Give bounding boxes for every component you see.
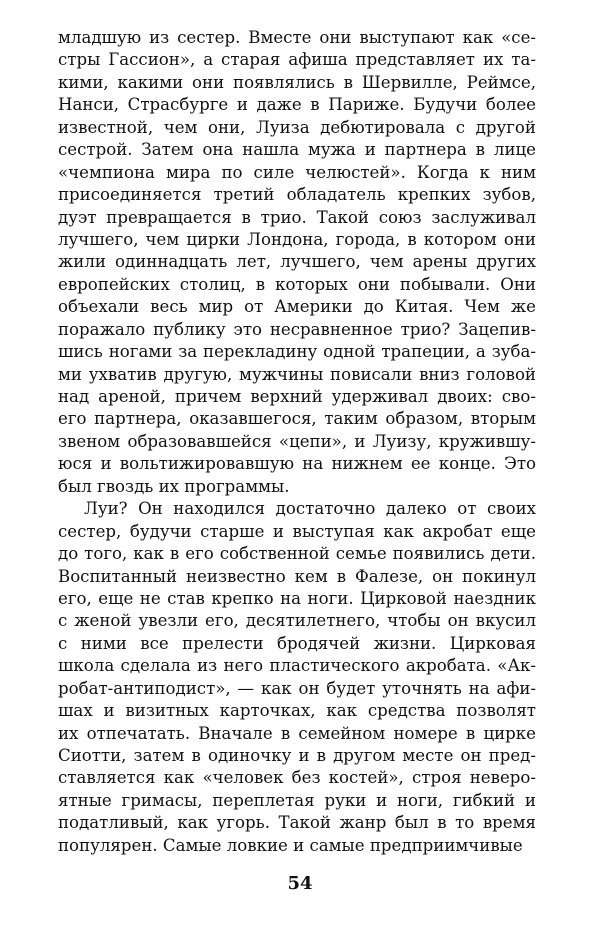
- text-line: звеном образовавшейся «цепи», и Луизу, кружившу-: [58, 431, 536, 451]
- text-line: жили одиннадцать лет, лучшего, чем арены других: [58, 252, 536, 272]
- text-line: сестер, будучи старше и выступая как акробат еще: [58, 521, 536, 541]
- text-line: европейских столиц, в которых они побывали. Они: [58, 274, 536, 294]
- text-line: стры Гассион», а старая афиша представляет их та-: [58, 50, 536, 70]
- text-line: лучшего, чем цирки Лондона, города, в котором они: [58, 229, 536, 249]
- text-line: популярен. Самые ловкие и самые предприимчивые: [58, 835, 523, 855]
- paragraph: [58, 27, 536, 498]
- text-line: робат-антиподист», — как он будет уточнять на афи-: [58, 678, 536, 698]
- text-line: Сиотти, затем в одиночку и в другом месте он пред-: [58, 746, 536, 765]
- text-line: Воспитанный неизвестно кем в Фалезе, он покинул: [58, 566, 536, 586]
- text-line: ставляется как «человек без костей», строя неверо-: [58, 768, 536, 788]
- text-line: его, еще не став крепко на ноги. Цирковой наездник: [58, 588, 536, 608]
- text-line: Луи? Он находился достаточно далеко от своих: [84, 499, 536, 519]
- text-line: кими, какими они появлялись в Шервилле, Реймсе,: [58, 72, 536, 92]
- text-line: «чемпиона мира по силе челюстей». Когда к ним: [58, 162, 536, 182]
- text-line: сестрой. Затем она нашла мужа и партнера в лице: [58, 140, 536, 160]
- page-number: 54: [287, 873, 313, 894]
- text-line: школа сделала из него пластического акробата. «Ак-: [58, 656, 536, 676]
- text-line: младшую из сестер. Вместе они выступают как «се-: [58, 28, 536, 47]
- text-line: с ними все прелести бродячей жизни. Цирковая: [58, 633, 536, 653]
- paragraph: [58, 498, 536, 857]
- text-line: податливый, как угорь. Такой жанр был в то время: [58, 813, 536, 833]
- text-line: известной, чем они, Луиза дебютировала с другой: [58, 117, 536, 137]
- text-line: присоединяется третий обладатель крепких зубов,: [58, 185, 536, 205]
- text-line: Нанси, Страсбурге и даже в Париже. Будучи более: [58, 95, 536, 115]
- text-line: поражало публику это несравненное трио? Зацепив-: [58, 319, 536, 339]
- text-line: дуэт превращается в трио. Такой союз заслуживал: [58, 207, 536, 227]
- text-line: был гвоздь их программы.: [58, 476, 290, 496]
- text-line: шись ногами за перекладину одной трапеции, а зуба-: [58, 342, 536, 362]
- text-line: их отпечатать. Вначале в семейном номере в цирке: [58, 723, 536, 743]
- text-line: ятные гримасы, переплетая руки и ноги, гибкий и: [58, 790, 536, 810]
- text-line: его партнера, оказавшегося, таким образом, вторым: [58, 409, 536, 429]
- text-line: с женой увезли его, десятилетнего, чтобы он вкусил: [58, 611, 536, 631]
- text-line: до того, как в его собственной семье появились дети.: [58, 544, 536, 564]
- text-line: над ареной, причем верхний удерживал двоих: сво-: [58, 387, 536, 406]
- text-line: ми ухватив другую, мужчины повисали вниз головой: [58, 364, 536, 384]
- text-line: шах и визитных карточках, как средства позволят: [58, 701, 536, 721]
- text-line: объехали весь мир от Америки до Китая. Чем же: [58, 297, 536, 317]
- body-text: [58, 27, 536, 857]
- text-line: юся и вольтижировавшую на нижнем ее конце. Это: [58, 454, 536, 474]
